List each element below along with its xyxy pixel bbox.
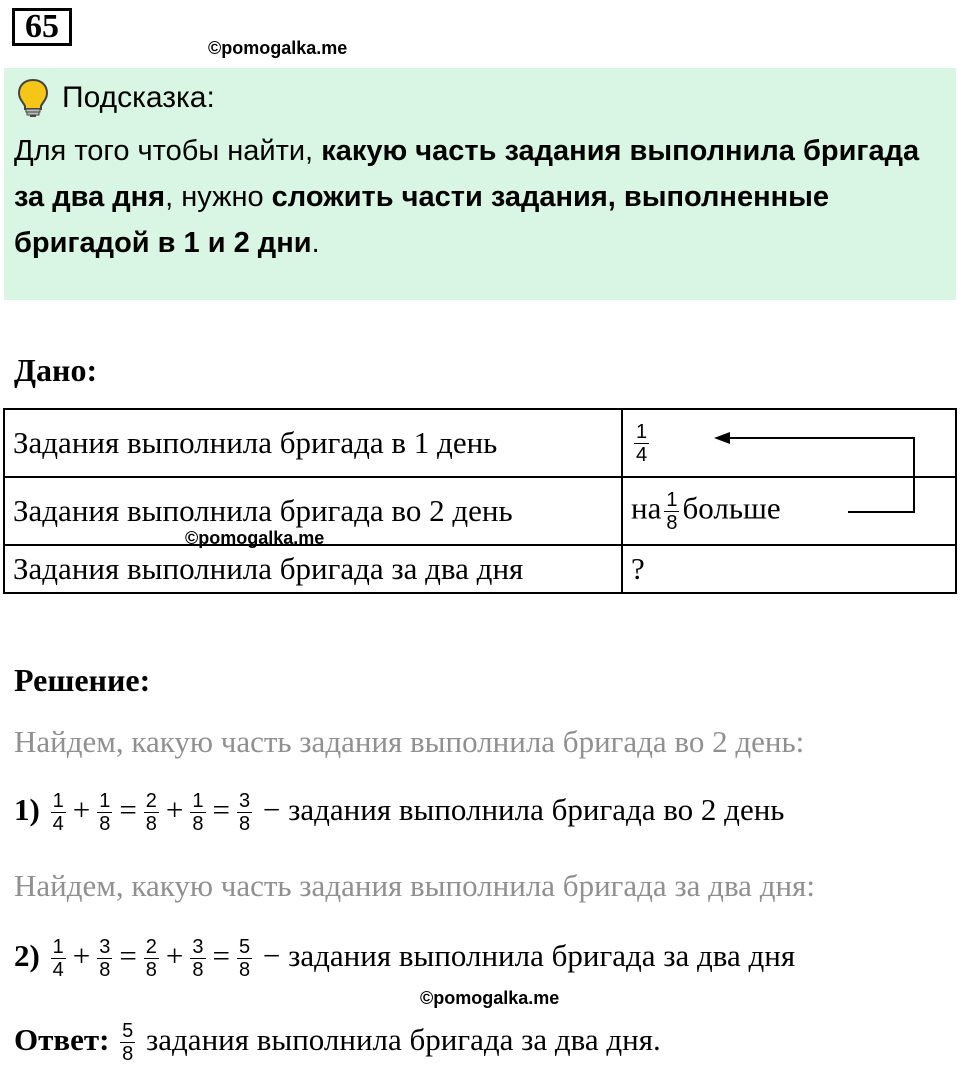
given-title: Дано:	[14, 352, 98, 388]
step1-line: 1) $\frac{1}{4}$ + $\frac{1}{8}$ = $\frac{2}{8}$ + $\frac{1}{8}$ = $\frac{3}{8}$ − задания выполнила бригада во 2 день	[14, 790, 785, 836]
answer-label: Ответ:	[14, 1022, 110, 1057]
given-suffix: больше	[682, 490, 781, 526]
step-text: − задания выполнила бригада во 2 день	[262, 792, 785, 827]
step-number: 1)	[14, 792, 40, 827]
answer-line	[14, 1010, 661, 1070]
fraction: $\frac{1}{8}$	[666, 488, 678, 534]
hint-text	[14, 128, 944, 266]
step2-intro: Найдем, какую часть задания выполнила бригада за два дня:	[14, 868, 815, 903]
fraction: $\frac{2}{8}$	[145, 936, 157, 982]
given-label: Задания выполнила бригада за два дня	[4, 545, 622, 593]
solution-title: Решение:	[14, 662, 151, 698]
step-number: 2)	[14, 938, 40, 973]
fraction: $\frac{3}{8}$	[239, 790, 251, 836]
watermark: ©pomogalka.me	[420, 988, 560, 1008]
step-text: − задания выполнила бригада за два дня	[262, 938, 796, 973]
task-number: 65	[12, 8, 72, 46]
fraction: $\frac{1}{4}$	[636, 420, 648, 466]
step2-line: 2) $\frac{1}{4}$ + $\frac{3}{8}$ = $\frac{2}{8}$ + $\frac{3}{8}$ = $\frac{5}{8}$ − задания выполнила бригада за два дня	[14, 936, 796, 982]
lightbulb-icon	[16, 78, 50, 118]
watermark: ©pomogalka.me	[208, 38, 348, 58]
step1-intro: Найдем, какую часть задания выполнила бригада во 2 день:	[14, 724, 805, 759]
hint-text-part: .	[311, 227, 320, 259]
answer-text: задания выполнила бригада за два дня.	[146, 1022, 661, 1057]
fraction: $\frac{2}{8}$	[145, 790, 157, 836]
fraction: $\frac{3}{8}$	[99, 936, 111, 982]
watermark: ©pomogalka.me	[185, 528, 325, 548]
relation-arrow	[700, 425, 930, 525]
fraction: $\frac{1}{8}$	[99, 790, 111, 836]
table-row	[4, 545, 956, 593]
given-label: Задания выполнила бригада в 1 день	[4, 409, 622, 477]
given-prefix: на	[631, 490, 662, 526]
hint-title: Подсказка:	[62, 81, 215, 114]
hint-bold-part: сложить части задания, выполненные бригадой в 1 и 2 дни	[14, 181, 830, 259]
fraction: $\frac{5}{8}$	[239, 936, 251, 982]
fraction: $\frac{3}{8}$	[192, 936, 204, 982]
fraction: $\frac{1}{4}$	[52, 790, 64, 836]
hint-bold-part: какую часть задания выполнила бригада за два дня	[14, 135, 920, 213]
given-label: Задания выполнила бригада во 2 день	[4, 477, 622, 545]
fraction: $\frac{5}{8}$	[122, 1020, 134, 1066]
hint-text-part: , нужно	[165, 181, 272, 213]
fraction: $\frac{1}{4}$	[52, 936, 64, 982]
fraction: $\frac{1}{8}$	[192, 790, 204, 836]
given-value: ?	[622, 545, 956, 593]
hint-text-part: Для того чтобы найти,	[14, 135, 322, 167]
